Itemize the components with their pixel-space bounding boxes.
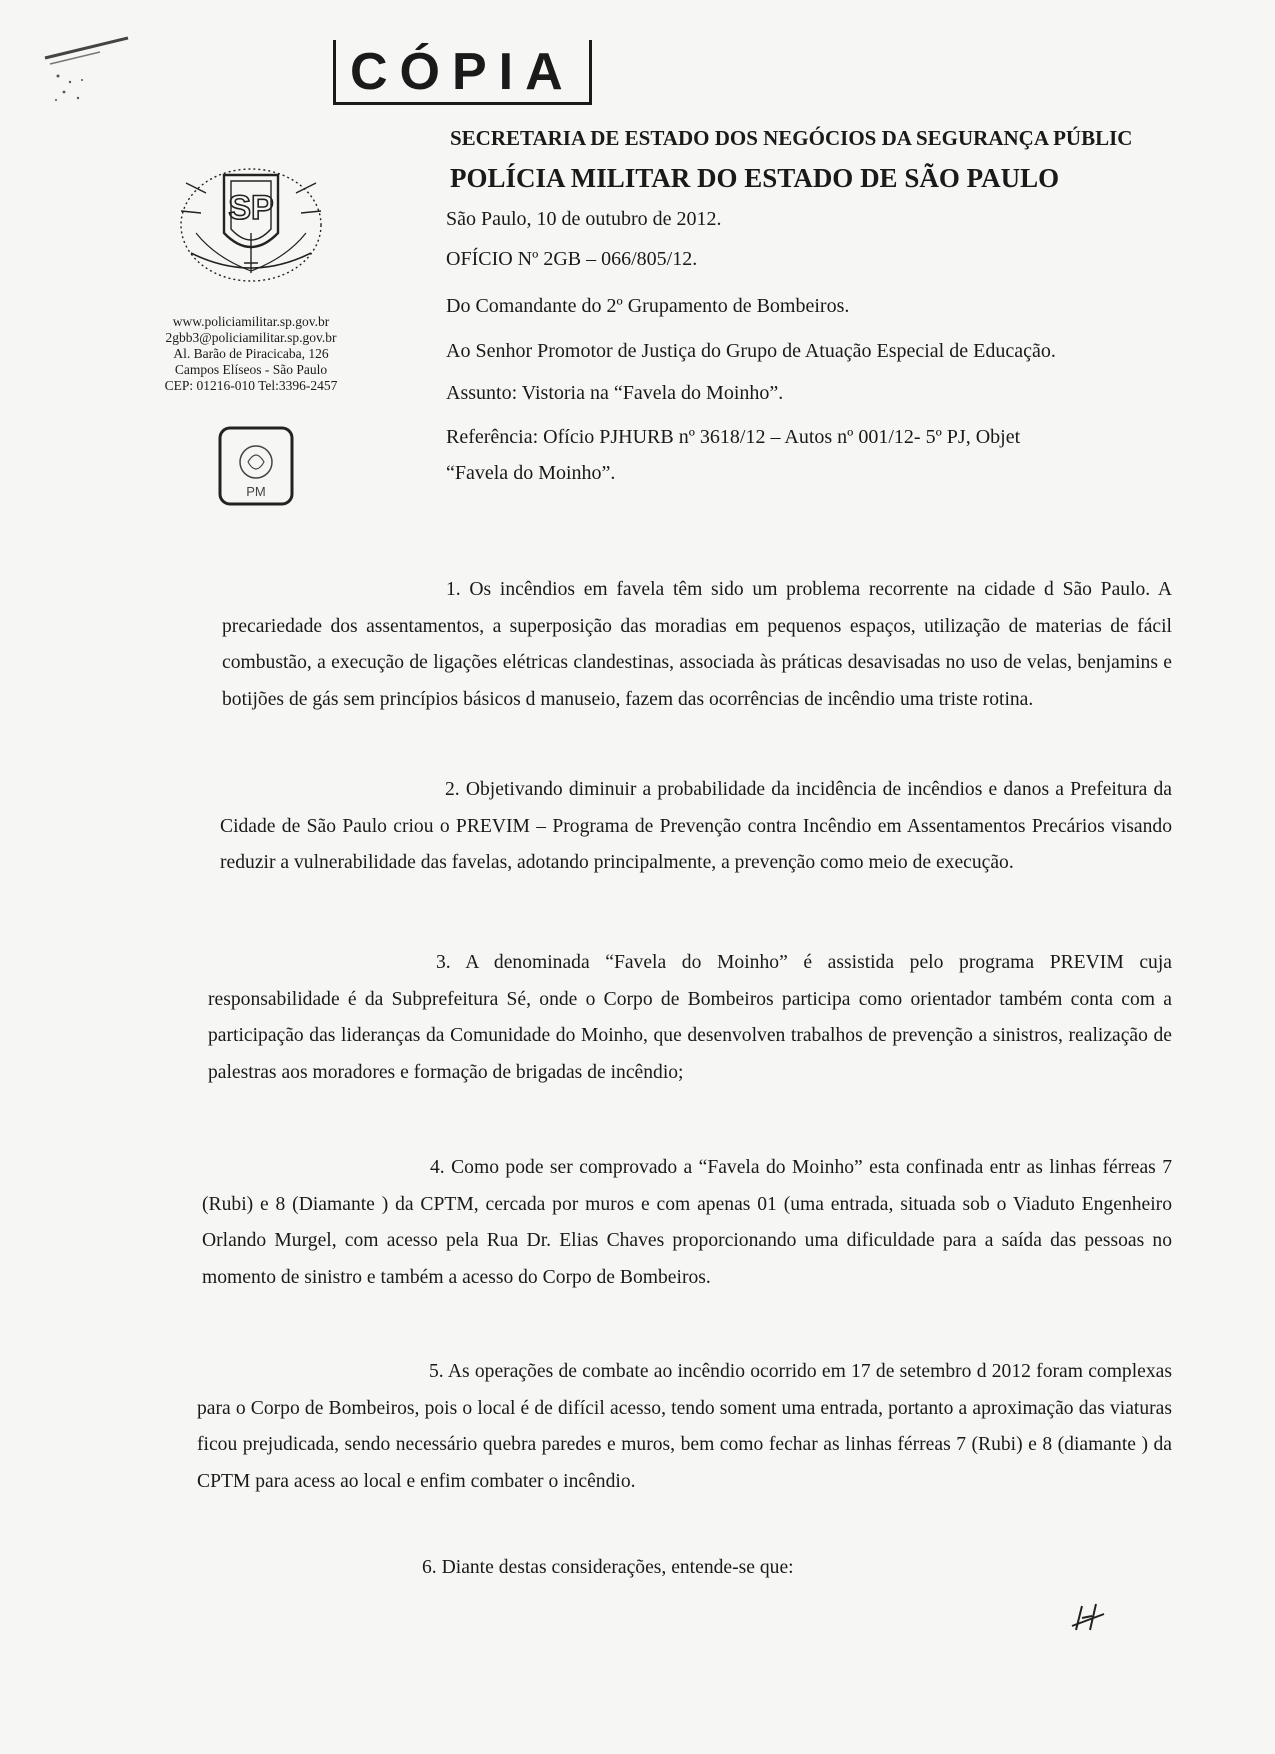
paragraph-6: 6. Diante destas considerações, entende-se que: xyxy=(422,1557,794,1578)
paragraph-2: 2. Objetivando diminuir a probabilidade da incidência de incêndios e danos a Prefeitura da Cidade de São Paulo criou o PREVIM – Programa de Prevenção contra Incêndio em Assentamentos Precários visando reduzir a vulnerabilidade das favelas, adotando principalmente, a prevenção como meio de execução. xyxy=(220,779,1172,873)
paragraph-3: 3. A denominada “Favela do Moinho” é assistida pelo programa PREVIM cuja responsabilidade é da Subprefeitura Sé, onde o Corpo de Bombeiros participa como orientador também conta com a participação das lideranças da Comunidade do Moinho, que desenvolven trabalhos de prevenção a sinistros, realização de palestras aos moradores e formação de brigadas de incêndio; xyxy=(208,952,1172,1083)
police-heading: POLÍCIA MILITAR DO ESTADO DE SÃO PAULO xyxy=(450,163,1060,193)
paragraph-4: 4. Como pode ser comprovado a “Favela do Moinho” esta confinada entr as linhas férreas 7 (Rubi) e 8 (Diamante ) da CPTM, cercada por muros e com apenas 01 (uma entrada, situada sob o Viaduto Engenheiro Orlando Murgel, com acesso pela Rua Dr. Elias Chaves proporcionando uma dificuldade para a saída das pessoas no momento de sinistro e também a acesso do Corpo de Bombeiros. xyxy=(202,1157,1172,1288)
cep-phone-text: CEP: 01216-010 Tel:3396-2457 xyxy=(164,378,338,393)
svg-text:PM: PM xyxy=(246,484,266,499)
date-line: São Paulo, 10 de outubro de 2012. xyxy=(446,208,722,230)
copy-stamp: CÓPIA xyxy=(333,40,592,105)
contact-block xyxy=(133,314,369,394)
handwritten-initials-icon xyxy=(1068,1600,1108,1640)
district-text: Campos Elíseos - São Paulo xyxy=(174,362,328,377)
scan-dots-icon xyxy=(50,70,90,110)
paragraph-1: 1. Os incêndios em favela têm sido um problema recorrente na cidade d São Paulo. A precariedade dos assentamentos, a superposição das moradias em pequenos espaços, utilização de materias de fácil combustão, a execução de ligações elétricas clandestinas, associada às práticas desavisadas no uso de velas, benjamins e botijões de gás sem princípios básicos d manuseio, fazem das ocorrências de incêndio uma triste rotina. xyxy=(222,579,1172,710)
scan-mark-icon xyxy=(40,30,135,70)
website-link: www.policiamilitar.sp.gov.br xyxy=(172,314,330,329)
address-text: Al. Barão de Piracicaba, 126 xyxy=(173,346,329,361)
fire-brigade-emblem-icon xyxy=(218,426,294,506)
reference-line: Referência: Ofício PJHURB nº 3618/12 – Autos nº 001/12- 5º PJ, Objet xyxy=(446,426,1021,448)
oficio-number: OFÍCIO Nº 2GB – 066/805/12. xyxy=(446,248,698,270)
email-text: 2gbb3@policiamilitar.sp.gov.br xyxy=(165,330,337,345)
svg-text:SP: SP xyxy=(228,189,274,227)
recipient-line: Ao Senhor Promotor de Justiça do Grupo de Atuação Especial de Educação. xyxy=(446,340,1056,362)
sender-line: Do Comandante do 2º Grupamento de Bombeiros. xyxy=(446,295,850,317)
reference-continuation: “Favela do Moinho”. xyxy=(446,462,616,484)
paragraph-5: 5. As operações de combate ao incêndio ocorrido em 17 de setembro d 2012 foram complexas para o Corpo de Bombeiros, pois o local é de difícil acesso, tendo soment uma entrada, portanto a aproximação das viaturas ficou prejudicada, sendo necessário quebra paredes e muros, bem como fechar as linhas férreas 7 (Rubi) e 8 (diamante ) da CPTM para acess ao local e enfim combater o incêndio. xyxy=(197,1361,1172,1492)
sp-seal-icon xyxy=(176,163,326,288)
secretariat-heading: SECRETARIA DE ESTADO DOS NEGÓCIOS DA SEGURANÇA PÚBLIC xyxy=(450,126,1133,150)
subject-line: Assunto: Vistoria na “Favela do Moinho”. xyxy=(446,382,784,404)
